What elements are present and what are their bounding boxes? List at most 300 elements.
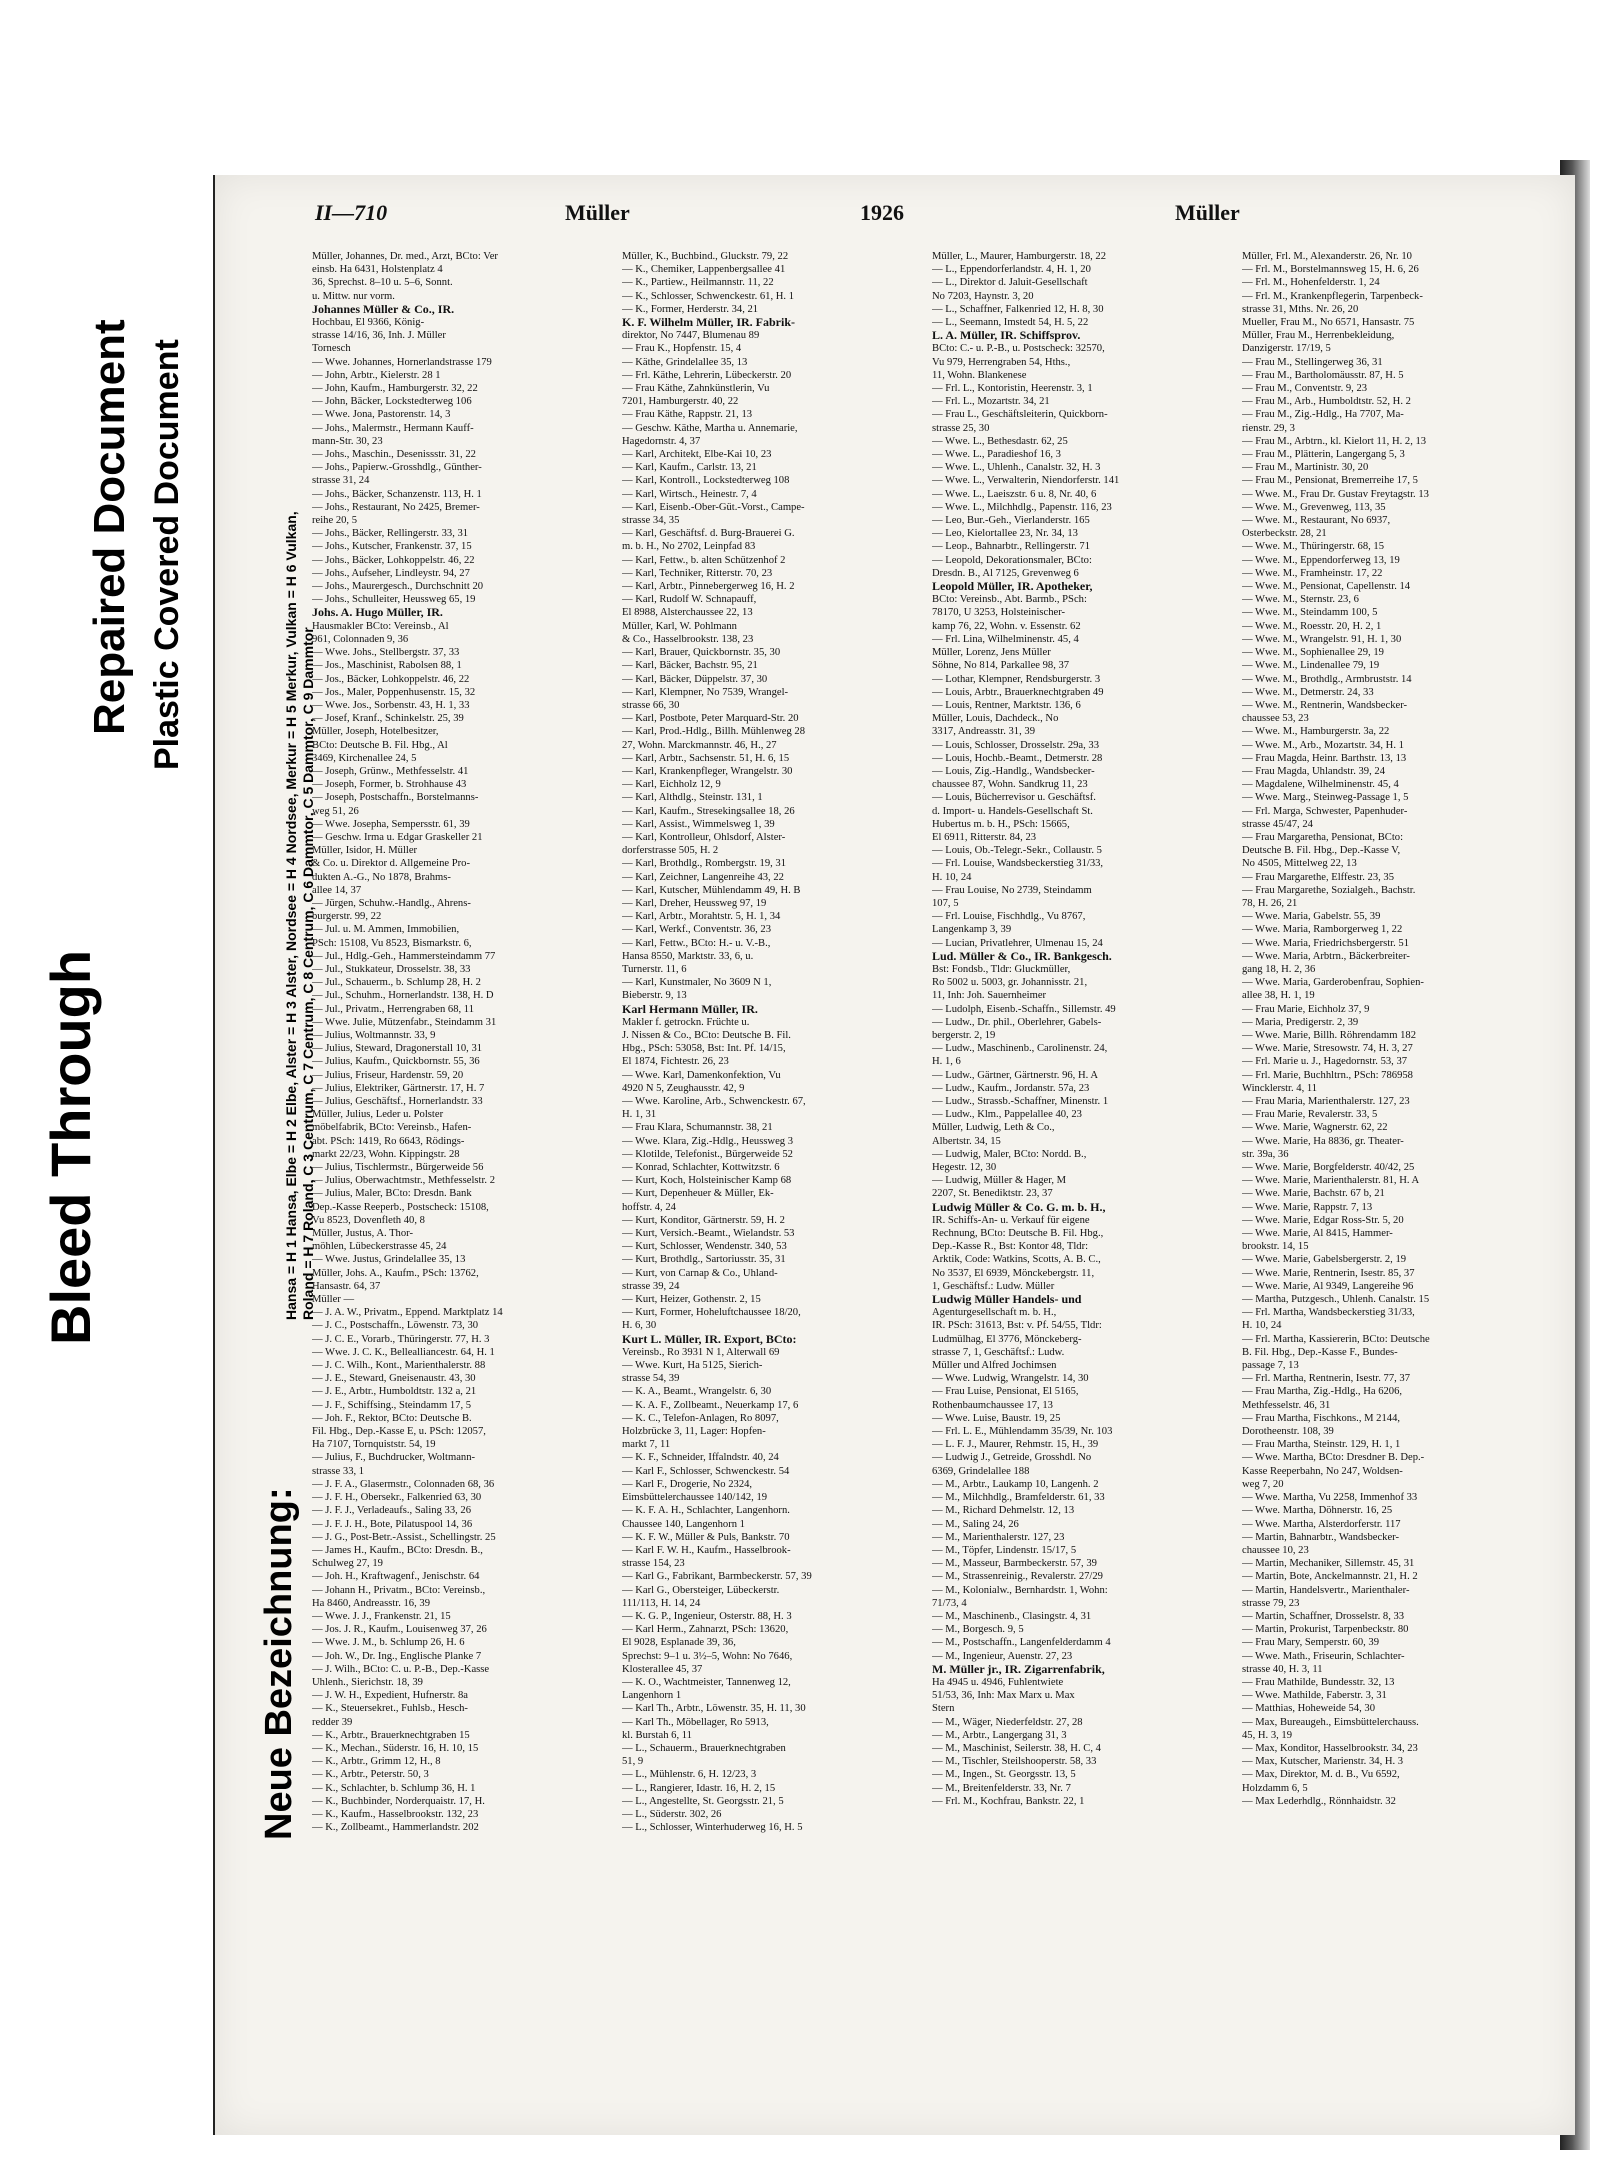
directory-entry: Agenturgesellschaft m. b. H., bbox=[932, 1307, 1057, 1319]
directory-entry: — Karl, Werkf., Conventstr. 36, 23 bbox=[622, 924, 772, 936]
directory-entry: kl. Burstah 6, 11 bbox=[622, 1729, 692, 1741]
directory-entry: — K., Schlosser, Schwenckestr. 61, H. 1 bbox=[622, 290, 794, 302]
directory-entry: Hansa 8550, Marktstr. 33, 6, u. bbox=[622, 950, 754, 962]
directory-entry: — Ludw., Maschinenb., Carolinenstr. 24, bbox=[932, 1043, 1108, 1055]
directory-entry: — Leo, Bur.-Geh., Vierlanderstr. 165 bbox=[932, 515, 1090, 527]
directory-entry: d. Import- u. Handels-Gesellschaft St. bbox=[932, 805, 1093, 817]
directory-entry: — Frl. Marie, Buchhltrn., PSch: 786958 bbox=[1242, 1069, 1413, 1081]
directory-entry: — Frau Martha, Fischkons., M 2144, bbox=[1242, 1412, 1401, 1424]
directory-entry: BCto: Deutsche B. Fil. Hbg., Al bbox=[312, 739, 448, 751]
directory-entry: dorferstrasse 505, H. 2 bbox=[622, 845, 719, 857]
directory-entry: Kasse Reeperbahn, No 247, Woldsen- bbox=[1242, 1465, 1403, 1477]
directory-entry: — J. A. W., Privatm., Eppend. Marktplatz 14 bbox=[312, 1307, 503, 1319]
directory-entry: — K., Zollbeamt., Hammerlandstr. 202 bbox=[312, 1822, 479, 1834]
directory-entry: El 8988, Alsterchaussee 22, 13 bbox=[622, 607, 753, 619]
directory-entry: — Jul. u. M. Ammen, Immobilien, bbox=[312, 924, 460, 936]
directory-entry: abt. PSch: 1419, Ro 6643, Rödings- bbox=[312, 1135, 465, 1147]
directory-entry: — Wwe. Marg., Steinweg-Passage 1, 5 bbox=[1242, 792, 1409, 804]
directory-entry: Rechnung, BCto: Deutsche B. Fil. Hbg., bbox=[932, 1228, 1104, 1240]
directory-entry: Holzdamm 6, 5 bbox=[1242, 1782, 1308, 1794]
directory-entry: chaussee 10, 23 bbox=[1242, 1544, 1309, 1556]
directory-entry: Ha 7107, Tornquiststr. 54, 19 bbox=[312, 1439, 436, 1451]
directory-entry: — Karl, Arbtr., Sachsenstr. 51, H. 6, 15 bbox=[622, 752, 790, 764]
directory-entry: — Wwe. M., Frau Dr. Gustav Freytagstr. 13 bbox=[1242, 488, 1429, 500]
directory-entry: — M., Ingen., St. Georgsstr. 13, 5 bbox=[932, 1769, 1076, 1781]
directory-entry: — Frl. L., Mozartstr. 34, 21 bbox=[932, 396, 1050, 408]
directory-entry: — Karl, Architekt, Elbe-Kai 10, 23 bbox=[622, 449, 772, 461]
directory-entry: — Karl, Wirtsch., Heinestr. 7, 4 bbox=[622, 488, 757, 500]
directory-entry: — M., Kolonialw., Bernhardstr. 1, Wohn: bbox=[932, 1584, 1108, 1596]
directory-entry: — Frau Martha, Steinstr. 129, H. 1, 1 bbox=[1242, 1439, 1401, 1451]
directory-entry: Danzigerstr. 17/19, 5 bbox=[1242, 343, 1331, 355]
directory-entry: — Julius, Friseur, Hardenstr. 59, 20 bbox=[312, 1069, 464, 1081]
directory-entry: Methfesselstr. 46, 31 bbox=[1242, 1399, 1331, 1411]
directory-entry: strasse 31, Mths. Nr. 26, 20 bbox=[1242, 303, 1359, 315]
directory-entry: — Ludwig, Maler, BCto: Nordd. B., bbox=[932, 1148, 1087, 1160]
bleed-through-label: Bleed Through bbox=[39, 949, 102, 1345]
directory-entry: — Julius, Geschäftsf., Hornerlandstr. 33 bbox=[312, 1096, 483, 1107]
directory-entry: — K., Arbtr., Brauerknechtgraben 15 bbox=[312, 1729, 470, 1741]
directory-entry: str. 39a, 36 bbox=[1242, 1148, 1289, 1160]
directory-entry: Holzbrücke 3, 11, Lager: Hopfen- bbox=[622, 1426, 766, 1438]
directory-entry: — Lothar, Klempner, Rendsburgerstr. 3 bbox=[932, 673, 1101, 685]
directory-entry: — Frau Luise, Pensionat, El 5165, bbox=[932, 1386, 1079, 1398]
directory-entry: — Frau Magda, Uhlandstr. 39, 24 bbox=[1242, 765, 1385, 777]
directory-entry: Vu 979, Herrengraben 54, Hths., bbox=[932, 356, 1071, 368]
directory-entry: — Johs., Papierw.-Grosshdlg., Günther- bbox=[312, 462, 482, 474]
directory-entry: — M., Wäger, Niederfeldstr. 27, 28 bbox=[932, 1716, 1083, 1728]
directory-entry: — Karl, Krankenpfleger, Wrangelstr. 30 bbox=[622, 765, 793, 777]
directory-entry: strasse 34, 35 bbox=[622, 515, 680, 527]
directory-entry: Hubertus m. b. H., PSch: 15665, bbox=[932, 818, 1070, 830]
directory-entry: — L., Angestellte, St. Georgsstr. 21, 5 bbox=[622, 1795, 784, 1807]
directory-entry: Turnerstr. 11, 6 bbox=[622, 963, 687, 975]
directory-entry: 45, H. 3, 19 bbox=[1242, 1729, 1293, 1741]
directory-entry: Müller, Ludwig, Leth & Co., bbox=[932, 1122, 1055, 1134]
directory-entry: — Wwe. M., Roesstr. 20, H. 2, 1 bbox=[1242, 620, 1382, 632]
directory-entry: — M., Marienthalerstr. 127, 23 bbox=[932, 1531, 1065, 1543]
directory-entry: — Julius, Tischlermstr., Bürgerweide 56 bbox=[312, 1162, 484, 1174]
directory-entry: — L., Schlosser, Winterhuderweg 16, H. 5 bbox=[622, 1822, 803, 1834]
directory-entry: 3469, Kirchenallee 24, 5 bbox=[312, 752, 417, 764]
directory-entry: B. Fil. Hbg., Dep.-Kasse F., Bundes- bbox=[1242, 1346, 1398, 1358]
directory-entry: — Joh. W., Dr. Ing., Englische Planke 7 bbox=[312, 1650, 482, 1662]
directory-entry: — Kurt, von Carnap & Co., Uhland- bbox=[622, 1267, 778, 1279]
directory-entry: — Martin, Handelsvertr., Marienthaler- bbox=[1242, 1584, 1410, 1596]
directory-entry: J. Nissen & Co., BCto: Deutsche B. Fil. bbox=[622, 1029, 791, 1041]
directory-entry: Müller, Louis, Dachdeck., No bbox=[932, 713, 1059, 725]
directory-entry: — Wwe. M., Pensionat, Capellenstr. 14 bbox=[1242, 581, 1411, 593]
directory-entry: — Karl, Bäcker, Düppelstr. 37, 30 bbox=[622, 673, 768, 685]
directory-entry: — Karl, Klempner, No 7539, Wrangel- bbox=[622, 686, 789, 698]
directory-entry: 36, Sprechst. 8–10 u. 5–6, Sonnt. bbox=[312, 277, 453, 289]
directory-entry: Dep.-Kasse Reeperb., Postscheck: 15108, bbox=[312, 1201, 489, 1213]
directory-entry: — J. Wilh., BCto: C. u. P.-B., Dep.-Kasse bbox=[312, 1663, 490, 1675]
directory-entry: — Wwe. Marie, Marienthalerstr. 81, H. A bbox=[1242, 1175, 1420, 1187]
directory-entry: markt 22/23, Wohn. Kippingstr. 28 bbox=[312, 1148, 460, 1160]
directory-entry: H. 10, 24 bbox=[932, 871, 972, 883]
header-year: 1926 bbox=[860, 200, 904, 225]
directory-entry: — Wwe. L., Milchhdlg., Papenstr. 116, 23 bbox=[932, 501, 1112, 513]
directory-entry: — Ludw., Klm., Pappelallee 40, 23 bbox=[932, 1109, 1082, 1121]
directory-entry: El 6911, Ritterstr. 84, 23 bbox=[932, 831, 1037, 843]
directory-entry: — Kurt, Former, Hoheluftchaussee 18/20, bbox=[622, 1307, 801, 1319]
directory-entry: — Karl Th., Arbtr., Löwenstr. 35, H. 11, 30 bbox=[622, 1703, 806, 1715]
directory-entry: Eimsbüttelerchaussee 140/142, 19 bbox=[622, 1492, 768, 1504]
directory-entry: Hbg., PSch: 53058, Bst: Int. Pf. 14/15, bbox=[622, 1043, 786, 1055]
directory-entry: — J. C. E., Vorarb., Thüringerstr. 77, H. 3 bbox=[312, 1333, 490, 1345]
directory-entry: — Wwe. Martha, BCto: Dresdner B. Dep.- bbox=[1242, 1452, 1425, 1464]
directory-entry: Uhlenh., Sierichstr. 18, 39 bbox=[312, 1676, 423, 1688]
directory-entry: — Karl, Postbote, Peter Marquard-Str. 20 bbox=[622, 713, 799, 725]
directory-entry: — Jos., Maschinist, Rabolsen 88, 1 bbox=[312, 660, 462, 672]
directory-entry: — Louis, Bücherrevisor u. Geschäftsf. bbox=[932, 792, 1096, 804]
directory-entry: — Karl, Assist., Wimmelsweg 1, 39 bbox=[622, 818, 775, 830]
directory-entry: — Geschw. Käthe, Martha u. Annemarie, bbox=[622, 422, 798, 434]
directory-entry: passage 7, 13 bbox=[1242, 1360, 1299, 1372]
directory-entry: — K., Kaufm., Hasselbrookstr. 132, 23 bbox=[312, 1808, 479, 1820]
directory-entry: — Josef, Kranf., Schinkelstr. 25, 39 bbox=[312, 713, 464, 725]
directory-entry: — Karl Th., Möbellager, Ro 5913, bbox=[622, 1716, 769, 1728]
directory-entry: — Karl, Arbtr., Pinnebergerweg 16, H. 2 bbox=[622, 581, 795, 593]
directory-entry: — M., Saling 24, 26 bbox=[932, 1518, 1019, 1530]
directory-entry: — Frau Mary, Semperstr. 60, 39 bbox=[1242, 1637, 1380, 1649]
directory-entry: & Co. u. Direktor d. Allgemeine Pro- bbox=[312, 858, 471, 870]
directory-entry: — Wwe. Karl, Damenkonfektion, Vu bbox=[622, 1069, 781, 1081]
directory-entry: strasse 7, 1, Geschäftsf.: Ludw. bbox=[932, 1346, 1065, 1358]
directory-entry: — Wwe. Marie, Edgar Ross-Str. 5, 20 bbox=[1242, 1214, 1404, 1226]
directory-entry: Chaussee 140, Langenhorn 1 bbox=[622, 1518, 745, 1530]
directory-entry: — Wwe. Martha, Alsterdorferstr. 117 bbox=[1242, 1518, 1401, 1530]
column-2 bbox=[622, 250, 922, 1834]
directory-entry: — Karl, Bäcker, Bachstr. 95, 21 bbox=[622, 660, 758, 672]
directory-entry: — K. C., Telefon-Anlagen, Ro 8097, bbox=[622, 1412, 779, 1424]
column-4 bbox=[1242, 250, 1542, 1808]
directory-entry: — J. E., Steward, Gneisenaustr. 43, 30 bbox=[312, 1373, 476, 1385]
directory-entry: — Karl, Eisenb.-Ober-Güt.-Vorst., Campe- bbox=[622, 501, 805, 513]
directory-entry: — Karl, Kaufm., Carlstr. 13, 21 bbox=[622, 462, 757, 474]
directory-entry: — Wwe. Marie, Billh. Röhrendamm 182 bbox=[1242, 1029, 1416, 1041]
directory-entry: Johannes Müller & Co., IR. bbox=[312, 302, 455, 316]
directory-entry: — Frau Marie, Revalerstr. 33, 5 bbox=[1242, 1109, 1378, 1121]
directory-entry: — Martin, Schaffner, Drosselstr. 8, 33 bbox=[1242, 1610, 1405, 1622]
directory-entry: Müller und Alfred Jochimsen bbox=[932, 1360, 1057, 1372]
directory-entry: Langenhorn 1 bbox=[622, 1690, 682, 1702]
directory-entry: — Joseph, Postschaffn., Borstelmanns- bbox=[312, 792, 479, 804]
directory-entry: — Wwe. Karoline, Arb., Schwenckestr. 67, bbox=[622, 1096, 806, 1107]
directory-entry: bergerstr. 2, 19 bbox=[932, 1029, 996, 1041]
directory-entry: — M., Milchhdlg., Bramfelderstr. 61, 33 bbox=[932, 1492, 1105, 1504]
directory-entry: — Wwe. Marie, Wagnerstr. 62, 22 bbox=[1242, 1122, 1388, 1134]
directory-entry: — Wwe. Maria, Garderobenfrau, Sophien- bbox=[1242, 977, 1424, 989]
directory-entry: — J. C. Wilh., Kont., Marienthalerstr. 88 bbox=[312, 1360, 486, 1372]
directory-entry: — Karl, Arbtr., Morahtstr. 5, H. 1, 34 bbox=[622, 911, 781, 923]
directory-entry: — Johs., Bäcker, Schanzenstr. 113, H. 1 bbox=[312, 488, 482, 500]
directory-entry: — Frau M., Arb., Humboldtstr. 52, H. 2 bbox=[1242, 396, 1411, 408]
directory-entry: allee 38, H. 1, 19 bbox=[1242, 990, 1315, 1002]
directory-entry: 71/73, 4 bbox=[932, 1597, 967, 1609]
directory-entry: — Wwe. L., Verwalterin, Niendorferstr. 141 bbox=[932, 475, 1120, 487]
directory-entry: — John, Arbtr., Kielerstr. 28 1 bbox=[312, 369, 441, 381]
directory-entry: Langenkamp 3, 39 bbox=[932, 924, 1012, 936]
directory-entry: — Frl. Martha, Rentnerin, Isestr. 77, 37 bbox=[1242, 1373, 1411, 1385]
directory-entry: 107, 5 bbox=[932, 897, 959, 909]
directory-entry: Bieberstr. 9, 13 bbox=[622, 990, 687, 1002]
directory-entry: — L., Mühlenstr. 6, H. 12/23, 3 bbox=[622, 1769, 757, 1781]
directory-entry: — Joh. F., Rektor, BCto: Deutsche B. bbox=[312, 1412, 472, 1424]
directory-entry: reihe 20, 5 bbox=[312, 515, 358, 527]
directory-entry: — Wwe. M., Eppendorferweg 13, 19 bbox=[1242, 554, 1400, 566]
directory-entry: Ludmülhag, El 3776, Mönckeberg- bbox=[932, 1333, 1082, 1345]
directory-entry: Deutsche B. Fil. Hbg., Dep.-Kasse V, bbox=[1242, 845, 1401, 857]
directory-entry: — Leo, Kielortallee 23, Nr. 34, 13 bbox=[932, 528, 1078, 540]
directory-entry: H. 1, 6 bbox=[932, 1056, 961, 1068]
directory-entry: — Frl. M., Hohenfelderstr. 1, 24 bbox=[1242, 277, 1380, 289]
directory-entry: — Frl. M., Borstelmannsweg 15, H. 6, 26 bbox=[1242, 264, 1419, 276]
directory-entry: strasse 45/47, 24 bbox=[1242, 818, 1313, 830]
column-1 bbox=[312, 250, 612, 1834]
directory-entry: — Johs., Bäcker, Lohkoppelstr. 46, 22 bbox=[312, 554, 475, 566]
directory-entry: No 4505, Mittelweg 22, 13 bbox=[1242, 858, 1357, 870]
directory-entry: 111/113, H. 14, 24 bbox=[622, 1597, 701, 1609]
directory-entry: — Ludolph, Eisenb.-Schaffn., Sillemstr. 49 bbox=[932, 1003, 1116, 1015]
directory-entry: — K., Arbtr., Peterstr. 50, 3 bbox=[312, 1769, 429, 1781]
directory-entry: — Leop., Bahnarbtr., Rellingerstr. 71 bbox=[932, 541, 1090, 553]
directory-entry: — Wwe. M., Hamburgerstr. 3a, 22 bbox=[1242, 726, 1390, 738]
directory-entry: Ludwig Müller & Co. G. m. b. H., bbox=[932, 1200, 1106, 1214]
directory-entry: Sprechst: 9–1 u. 3½–5, Wohn: No 7646, bbox=[622, 1650, 793, 1662]
directory-entry: — Jos. J. R., Kaufm., Louisenweg 37, 26 bbox=[312, 1624, 487, 1636]
directory-entry: — Wwe. Martha, Vu 2258, Immenhof 33 bbox=[1242, 1492, 1418, 1504]
directory-entry: — Kurt, Depenheuer & Müller, Ek- bbox=[622, 1188, 774, 1200]
directory-entry: Müller, K., Buchbind., Gluckstr. 79, 22 bbox=[622, 251, 789, 262]
directory-entry: — James H., Kaufm., BCto: Dresdn. B., bbox=[312, 1544, 483, 1556]
directory-entry: — Geschw. Irma u. Edgar Graskeller 21 bbox=[312, 831, 483, 843]
directory-entry: — Julius, Oberwachtmstr., Methfesselstr. 2 bbox=[312, 1175, 496, 1187]
directory-entry: — M., Ingenieur, Auenstr. 27, 23 bbox=[932, 1650, 1073, 1662]
directory-entry: — Karl F. W. H., Kaufm., Hasselbrook- bbox=[622, 1544, 791, 1556]
directory-entry: — M., Maschinenb., Clasingstr. 4, 31 bbox=[932, 1610, 1092, 1622]
directory-entry: Hansastr. 64, 37 bbox=[312, 1280, 381, 1292]
directory-entry: Müller, Karl, W. Pohlmann bbox=[622, 620, 737, 632]
directory-entry: L. A. Müller, IR. Schiffsprov. bbox=[932, 329, 1081, 343]
directory-entry: IR. PSch: 31613, Bst: v. Pf. 54/55, Tldr: bbox=[932, 1320, 1102, 1332]
directory-entry: — J. C., Postschaffn., Löwenstr. 73, 30 bbox=[312, 1320, 479, 1332]
directory-entry: — Wwe. Josepha, Sempersstr. 61, 39 bbox=[312, 818, 470, 830]
directory-entry: — Frau M., Zig.-Hdlg., Ha 7707, Ma- bbox=[1242, 409, 1404, 421]
directory-entry: — M., Richard Dehmelstr. 12, 13 bbox=[932, 1505, 1075, 1517]
directory-entry: strasse 33, 1 bbox=[312, 1465, 365, 1477]
directory-entry: burgerstr. 99, 22 bbox=[312, 911, 382, 923]
directory-entry: — Wwe. Marie, Al 9349, Langereihe 96 bbox=[1242, 1280, 1414, 1292]
directory-columns bbox=[312, 250, 1542, 2130]
directory-entry: — Wwe. Marie, Borgfelderstr. 40/42, 25 bbox=[1242, 1162, 1415, 1174]
directory-entry: — K. F., Schneider, Iffalndstr. 40, 24 bbox=[622, 1452, 779, 1464]
directory-entry: — Frl. Marie u. J., Hagedornstr. 53, 37 bbox=[1242, 1056, 1408, 1068]
directory-entry: möhlen, Lübeckerstrasse 45, 24 bbox=[312, 1241, 447, 1253]
directory-entry: — Frau Margarethe, Sozialgeh., Bachstr. bbox=[1242, 884, 1416, 896]
directory-entry: — Karl, Eichholz 12, 9 bbox=[622, 779, 721, 791]
directory-entry: markt 7, 11 bbox=[622, 1439, 671, 1451]
directory-entry: — Karl, Althdlg., Steinstr. 131, 1 bbox=[622, 792, 763, 804]
directory-entry: — Wwe. M., Arb., Mozartstr. 34, H. 1 bbox=[1242, 739, 1404, 751]
directory-entry: IR. Schiffs-An- u. Verkauf für eigene bbox=[932, 1214, 1090, 1226]
directory-entry: — Wwe. L., Paradieshof 16, 3 bbox=[932, 449, 1061, 461]
directory-entry: — Karl, Fettw., BCto: H.- u. V.-B., bbox=[622, 937, 771, 949]
directory-entry: Hausmakler BCto: Vereinsb., Al bbox=[312, 620, 449, 632]
directory-entry: — Karl, Dreher, Heussweg 97, 19 bbox=[622, 897, 767, 909]
directory-entry: — Frl. Martha, Wandsbeckerstieg 31/33, bbox=[1242, 1307, 1415, 1319]
directory-entry: — Karl G., Fabrikant, Barmbeckerstr. 57, 39 bbox=[622, 1571, 812, 1583]
directory-entry: kamp 76, 22, Wohn. v. Essenstr. 62 bbox=[932, 620, 1081, 632]
directory-entry: — Konrad, Schlachter, Kottwitzstr. 6 bbox=[622, 1162, 780, 1174]
directory-entry: strasse 31, 24 bbox=[312, 475, 370, 487]
directory-entry: H. 1, 31 bbox=[622, 1109, 657, 1121]
directory-entry: — Kurt, Brothdlg., Sartoriusstr. 35, 31 bbox=[622, 1254, 786, 1266]
directory-entry: chaussee 53, 23 bbox=[1242, 713, 1309, 725]
directory-entry: — J. F. J., Verladeaufs., Saling 33, 26 bbox=[312, 1505, 472, 1517]
directory-entry: — M., Arbtr., Langergang 31, 3 bbox=[932, 1729, 1067, 1741]
directory-entry: — Wwe. Marie, Al 8415, Hammer- bbox=[1242, 1228, 1393, 1240]
directory-entry: Dorotheenstr. 108, 39 bbox=[1242, 1426, 1334, 1438]
repaired-document-label: Repaired Document bbox=[85, 319, 134, 735]
directory-entry: — Frau Klara, Schumannstr. 38, 21 bbox=[622, 1122, 773, 1134]
directory-entry: strasse 154, 23 bbox=[622, 1558, 685, 1570]
directory-entry: — Wwe. M., Wrangelstr. 91, H. 1, 30 bbox=[1242, 633, 1402, 645]
directory-entry: strasse 39, 24 bbox=[622, 1280, 680, 1292]
directory-entry: — Frau Martha, Zig.-Hdlg., Ha 6206, bbox=[1242, 1386, 1403, 1398]
directory-entry: — L., Süderstr. 302, 26 bbox=[622, 1808, 722, 1820]
directory-entry: 961, Colonnaden 9, 36 bbox=[312, 633, 409, 645]
directory-entry: — Frl. Martha, Kassiererin, BCto: Deutsche bbox=[1242, 1333, 1430, 1345]
directory-entry: — Julius, Steward, Dragonerstall 10, 31 bbox=[312, 1043, 483, 1055]
directory-entry: — Frau K., Hopfenstr. 15, 4 bbox=[622, 343, 742, 355]
directory-entry: Ha 4945 u. 4946, Fuhlentwiete bbox=[932, 1676, 1064, 1688]
directory-entry: — Wwe. Ludwig, Wrangelstr. 14, 30 bbox=[932, 1373, 1089, 1385]
directory-entry: strasse 14/16, 36, Inh. J. Müller bbox=[312, 330, 446, 342]
directory-entry: — Frl. L., Kontoristin, Heerenstr. 3, 1 bbox=[932, 383, 1093, 395]
directory-entry: — Frau Louise, No 2739, Steindamm bbox=[932, 884, 1092, 896]
directory-entry: 27, Wohn. Marckmannstr. 46, H., 27 bbox=[622, 739, 777, 751]
directory-entry: — Käthe, Grindelallee 35, 13 bbox=[622, 356, 748, 368]
directory-entry: 51/53, 36, Inh: Max Marx u. Max bbox=[932, 1690, 1075, 1702]
directory-entry: — Ludw., Kaufm., Jordanstr. 57a, 23 bbox=[932, 1082, 1090, 1094]
directory-entry: — John, Kaufm., Hamburgerstr. 32, 22 bbox=[312, 383, 478, 395]
directory-entry: — Kurt, Schlosser, Wendenstr. 340, 53 bbox=[622, 1241, 787, 1253]
directory-entry: — Wwe. J. C. K., Bellealliancestr. 64, H. 1 bbox=[312, 1346, 495, 1358]
directory-entry: Müller, Frl. M., Alexanderstr. 26, Nr. 10 bbox=[1242, 251, 1412, 262]
header-right-name: Müller bbox=[1175, 200, 1240, 225]
directory-entry: — Ludw., Strassb.-Schaffner, Minenstr. 1 bbox=[932, 1096, 1109, 1107]
directory-entry: El 1874, Fichtestr. 26, 23 bbox=[622, 1056, 729, 1068]
directory-entry: Arktik, Code: Watkins, Scotts, A. B. C., bbox=[932, 1254, 1101, 1266]
directory-entry: — Johs., Aufseher, Lindleystr. 94, 27 bbox=[312, 567, 470, 579]
directory-entry: & Co., Hasselbrookstr. 138, 23 bbox=[622, 633, 754, 645]
directory-entry: — Frl. M., Krankenpflegerin, Tarpenbeck- bbox=[1242, 290, 1423, 302]
directory-entry: — K. O., Wachtmeister, Tannenweg 12, bbox=[622, 1676, 791, 1688]
directory-entry: Leopold Müller, IR. Apotheker, bbox=[932, 580, 1093, 594]
directory-entry: — K. G. P., Ingenieur, Osterstr. 88, H. 3 bbox=[622, 1610, 792, 1622]
directory-entry: — M., Töpfer, Lindenstr. 15/17, 5 bbox=[932, 1544, 1077, 1556]
directory-entry: — M., Strassenreinig., Revalerstr. 27/29 bbox=[932, 1571, 1103, 1583]
directory-entry: 11, Wohn. Blankenese bbox=[932, 369, 1027, 381]
directory-entry: BCto: Vereinsb., Abt. Barmb., PSch: bbox=[932, 594, 1087, 606]
directory-entry: strasse 66, 30 bbox=[622, 699, 680, 711]
directory-entry: Stern bbox=[932, 1703, 955, 1715]
directory-entry: Bst: Fondsb., Tldr: Gluckmüller, bbox=[932, 963, 1071, 975]
directory-entry: PSch: 15108, Vu 8523, Bismarkstr. 6, bbox=[312, 937, 472, 949]
directory-entry: — Frau Maria, Marienthalerstr. 127, 23 bbox=[1242, 1096, 1410, 1107]
directory-entry: — Johann H., Privatm., BCto: Vereinsb., bbox=[312, 1584, 486, 1596]
directory-entry: — Jürgen, Schuhw.-Handlg., Ahrens- bbox=[312, 897, 471, 909]
directory-entry: — L., Schaffner, Falkenried 12, H. 8, 30 bbox=[932, 303, 1104, 315]
directory-entry: — Jos., Maler, Poppenhusenstr. 15, 32 bbox=[312, 686, 476, 698]
directory-entry: — Wwe. M., Framheinstr. 17, 22 bbox=[1242, 567, 1383, 579]
roland-legend: Roland = H 7 Roland, C 3 Centrum, C 7 Centrum, C 8 Centrum, C 6 Dammtor, C 5 Dammtor, C 9 Dammtor bbox=[300, 627, 316, 1320]
directory-entry: — Frau Marie, Eichholz 37, 9 bbox=[1242, 1003, 1370, 1015]
directory-entry: Müller — bbox=[312, 1294, 355, 1306]
directory-entry: — Wwe. L., Laeiszstr. 6 u. 8, Nr. 40, 6 bbox=[932, 488, 1097, 500]
directory-entry: — Frau Margaretha, Pensionat, BCto: bbox=[1242, 831, 1404, 843]
directory-entry: — L. F. J., Maurer, Rehmstr. 15, H., 39 bbox=[932, 1439, 1099, 1451]
directory-entry: 11, Inh: Joh. Sauernheimer bbox=[932, 990, 1047, 1002]
directory-entry: — Wwe. Marie, Ha 8836, gr. Theater- bbox=[1242, 1135, 1404, 1147]
directory-entry: u. Mittw. nur vorm. bbox=[312, 290, 395, 302]
directory-entry: — K., Partiew., Heilmannstr. 11, 22 bbox=[622, 277, 774, 289]
directory-entry: Ludwig Müller Handels- und bbox=[932, 1293, 1082, 1307]
directory-entry: mann-Str. 30, 23 bbox=[312, 435, 383, 447]
directory-entry: BCto: C.- u. P.-B., u. Postscheck: 32570, bbox=[932, 343, 1105, 355]
directory-entry: — Frau M., Arbtrn., kl. Kielort 11, H. 2, 13 bbox=[1242, 435, 1427, 447]
directory-entry: — K., Mechan., Süderstr. 16, H. 10, 15 bbox=[312, 1742, 479, 1754]
directory-entry: — J. E., Arbtr., Humboldtstr. 132 a, 21 bbox=[312, 1386, 477, 1398]
directory-entry: — K., Arbtr., Grimm 12, H., 8 bbox=[312, 1756, 441, 1768]
directory-entry: Ro 5002 u. 5003, gr. Johannisstr. 21, bbox=[932, 977, 1088, 989]
directory-entry: — Karl, Geschäftsf. d. Burg-Brauerei G. bbox=[622, 528, 795, 540]
directory-entry: 51, 9 bbox=[622, 1756, 644, 1768]
directory-entry: — M., Borgesch. 9, 5 bbox=[932, 1624, 1024, 1636]
directory-entry: — Wwe. Johannes, Hornerlandstrasse 179 bbox=[312, 356, 492, 368]
directory-entry: weg 7, 20 bbox=[1242, 1478, 1284, 1490]
directory-entry: Hochbau, El 9366, König- bbox=[312, 317, 425, 329]
directory-entry: — J. F., Schiffsing., Steindamm 17, 5 bbox=[312, 1399, 472, 1411]
directory-entry: brookstr. 14, 15 bbox=[1242, 1241, 1309, 1253]
directory-entry: — K. F. W., Müller & Puls, Bankstr. 70 bbox=[622, 1531, 790, 1543]
directory-entry: — Louis, Ob.-Telegr.-Sekr., Collaustr. 5 bbox=[932, 845, 1102, 857]
plastic-covered-label: Plastic Covered Document bbox=[148, 339, 186, 770]
directory-entry: — Julius, Woltmannstr. 33, 9 bbox=[312, 1029, 436, 1041]
directory-entry: — L., Direktor d. Jaluit-Gesellschaft bbox=[932, 277, 1088, 289]
directory-entry: — Kurt, Koch, Holsteinischer Kamp 68 bbox=[622, 1175, 792, 1187]
directory-entry: — K. F. A. H., Schlachter, Langenhorn. bbox=[622, 1505, 790, 1517]
directory-entry: — J. W. H., Expedient, Hufnerstr. 8a bbox=[312, 1690, 468, 1702]
directory-entry: — L., Seemann, Imstedt 54, H. 5, 22 bbox=[932, 317, 1089, 329]
directory-entry: Ha 8460, Andreasstr. 16, 39 bbox=[312, 1597, 430, 1609]
directory-entry: — Karl, Zeichner, Langenreihe 43, 22 bbox=[622, 871, 784, 883]
directory-entry: strasse 40, H. 3, 11 bbox=[1242, 1663, 1323, 1675]
directory-entry: H. 10, 24 bbox=[1242, 1320, 1282, 1332]
directory-entry: — L., Schauerm., Brauerknechtgraben bbox=[622, 1742, 786, 1754]
directory-entry: allee 14, 37 bbox=[312, 884, 362, 896]
directory-entry: — Wwe. M., Brothdlg., Armbruststr. 14 bbox=[1242, 673, 1412, 685]
directory-entry: — Wwe. Marie, Rentnerin, Isestr. 85, 37 bbox=[1242, 1267, 1415, 1279]
directory-entry: — Frau Käthe, Rappstr. 21, 13 bbox=[622, 409, 753, 421]
directory-entry: 78170, U 3253, Holsteinischer- bbox=[932, 607, 1066, 619]
directory-entry: — Wwe. J. J., Frankenstr. 21, 15 bbox=[312, 1610, 451, 1622]
directory-entry: No 7203, Haynstr. 3, 20 bbox=[932, 290, 1034, 302]
directory-entry: — M., Arbtr., Laukamp 10, Langenh. 2 bbox=[932, 1478, 1099, 1490]
directory-entry: — Frau Magda, Heinr. Barthstr. 13, 13 bbox=[1242, 752, 1407, 764]
